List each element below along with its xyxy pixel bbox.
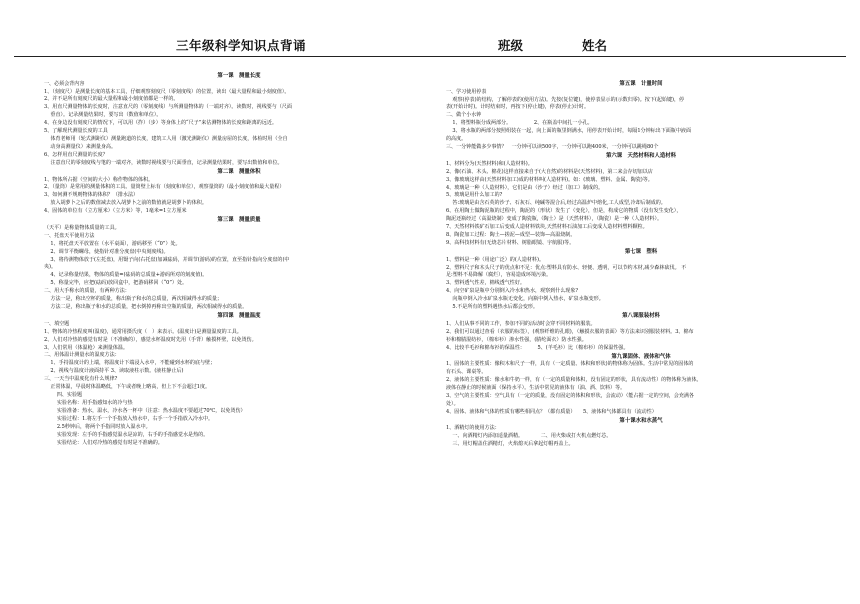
- text-line: 3、将水瓶的两部分按照组装在一起，向上面的瓶里倒满水，用停表开始计时，每隔1分钟标出下面瓶中液面: [446, 128, 691, 135]
- text-line: 6、怎样用直尺测量的长度？: [44, 152, 108, 159]
- text-line: 2、（量筒）是常用的测量体积的工具。量筒壁上标有（刻度和单位），观察量筒的（最小刻度值和最大量程）: [44, 184, 285, 191]
- text-line: 四、实验题: [44, 392, 83, 399]
- text-line: 1、塑料是一种（用途广泛）的(人造材料)。: [446, 256, 544, 263]
- text-line: 向瓶中倒入冷水矿泉水瓶无变化，向瓶中倒入热水，矿泉水瓶变形。: [446, 296, 604, 303]
- text-line: 5、了解现代测量长度的工具: [44, 128, 108, 135]
- text-line: 一、填空题: [44, 320, 70, 327]
- text-line: 2、并不是所有刻度尺的最大量程和最小刻度值都是一样的。: [44, 96, 179, 103]
- text-line: 2、人们对冷热的感觉有时是（不准确的），感觉水杯温度时先用（手背）触摸杯壁，以免烫伤。: [44, 336, 257, 343]
- text-line: 方法一是，称出空杯的质量，称出瓶子和水的总质量，两次相减得水的质量；: [44, 296, 223, 303]
- text-line: 答:玻璃是由含石英的沙子、石灰石、纯碱等混合后,经过高温炉中熔化,工人成型,冷却后制成的。: [446, 200, 666, 207]
- text-line: 央)。: [44, 264, 57, 271]
- text-line: 放入胡萝卜之后的数值减去放入胡萝卜之前的数值就是胡萝卜的体积。: [44, 200, 207, 207]
- text-line: 2、液体的主要性质：像水和牛奶一样，有（一定的质量和体积，没有固定的形状，具有流动性）的物体称为液体,: [446, 376, 699, 383]
- text-line: 4、向空矿泉是瓶中分别倒入冷水和热水，观察到什么现象?: [446, 288, 579, 295]
- text-line: 1、酒精灯的使用方法：: [446, 425, 500, 432]
- text-line: 陶泥还瓶经过（高温烧制）变成了陶瓷瓶,（陶土）是（天然材料），（陶瓷）是一种（人造材料）。: [446, 216, 663, 223]
- text-line: 3、空气的主要性质：空气具有（一定的质量，没有固定的体积和形状，会流动）（能占据一定的空间，会充满各: [446, 392, 694, 399]
- text-line: 实验结论：人们对冷热的感觉有时是不准确的。: [44, 439, 163, 446]
- section-heading: 第六课 天然材料和人造材料: [605, 153, 677, 160]
- text-line: 1、（刻度尺）是测量长度的基本工具，仔细观察刻度尺（零刻度线）的位置，读出（最大量程和最小刻度值）。: [44, 88, 290, 95]
- text-line: 3、人们常用（体温枪）来测量体温。: [44, 344, 128, 351]
- text-line: 9、高科技材料有(无烧芯片材料、树脂眼镜、宇航服)等。: [446, 240, 575, 247]
- text-line: （天平）是称量物体质量的工具。: [44, 224, 120, 231]
- text-line: 实验名称：用手指感知水的冷与热: [44, 400, 133, 407]
- left-column: [44, 72, 434, 592]
- text-line: 4、记录称量结果，物体的质量=(砝码的总质量+游码所对的刻度值)。: [44, 272, 208, 279]
- text-line: 1、将托盘天平放置在（水平桌面），游码移至（“0”）处。: [44, 240, 181, 247]
- text-line: 注意直尺的零刻度线与笔的一端对齐，读数时视线要与尺面垂直，记录测量结果时，要写出数值和单位。: [44, 159, 283, 166]
- text-line: 1、人们从事不同的工作，参加不同的活动时会穿不同材料的服装。: [446, 320, 596, 327]
- text-line: 4、玻璃是一种（人造材料），它们是由（沙子）经过（加工）制成的。: [446, 184, 604, 191]
- text-line: 体育老师用（轮式测距仪）测量跑道的长度，建筑工人用（激光测距仪）测量房屋的长度，体检时用（全自: [44, 136, 288, 143]
- text-line: 2、塑料尺子和木头尺子的优点和不足：优点:塑料具有防水、轻便、透明，可以节约木材,减少森林砍伐。 不: [446, 264, 687, 271]
- section-heading: 第七课 塑料: [624, 249, 658, 255]
- class-label: 班级: [498, 38, 524, 53]
- text-line: 4、在身边没有刻度尺的情况下，可以用（拃）（步）等身体上的“尺子”来估测物体的长度和距离的远近。: [44, 120, 277, 127]
- text-line: 2、调节平衡螺母，使指针对准分度盘(中央刻度线)。: [44, 248, 169, 255]
- section-heading: 第八课服装材料: [622, 313, 660, 320]
- text-line: 1、将塑料瓶分成两部分。 2、在瓶盖中间扎一小孔。: [446, 120, 593, 127]
- text-line: 4、固体的单位有（立方厘米）（立方米）等，1毫米=1立方厘米: [44, 208, 187, 215]
- text-line: 的高度。: [446, 136, 467, 143]
- text-line: 三、一分钟能做多少事情？ 一分钟可以读500字，一分钟可以跑400米，一分钟可以跳绳80个: [446, 144, 659, 151]
- text-line: 3、将待测物体放于(左托盘)，用镊子向(右托盘)加减砝码，并调节(游码)的位置，直至指针指向分度盘的(中: [44, 256, 290, 263]
- text-line: 7、天然材料铁矿石加工后变成人造材料铁块,天然材料石油加工后变成人造材料塑料颗粒。: [446, 224, 648, 231]
- section-heading: 第三课 测量质量: [217, 217, 261, 224]
- section-heading: 第五课 计量时间: [619, 81, 663, 87]
- section-heading: 第十课水和水蒸气: [619, 417, 663, 424]
- right-column: [446, 80, 836, 600]
- text-line: 1、固体的主要性质：像积木和尺子一样，具有（一定质量、体积和形状)的物体称为固体。生活中常见的固体的: [446, 361, 694, 368]
- text-line: 1、物体所占据（空间的大小）称作物体的体积。: [44, 176, 154, 183]
- text-line: 5、玻璃是用什么加工的?: [446, 192, 503, 199]
- text-line: 表(开始计时)。计时结束时，再按下(停止键)，停表(停止)计时。: [446, 104, 590, 111]
- document-title: 三年级科学知识点背诵: [176, 38, 307, 53]
- text-line: 8、陶瓷加工过程：陶土—搓泥—成型—装饰—高温烧制。: [446, 232, 576, 239]
- text-line: 4、比较羊毛衫和棉布衫的保温性： 5、(羊毛衫）比（棉布衫）的保温性强。: [446, 344, 629, 351]
- text-line: 正常体温，早晨时体温略低，下午或者晚上略高，但上下不会超过1度。: [44, 384, 211, 391]
- text-line: 二、用大手称水的质量，有两种方法：: [44, 288, 130, 295]
- text-line: 一、必须会背内容: [44, 80, 85, 87]
- name-label: 姓名: [582, 38, 608, 53]
- text-line: 一、托盘天平使用方法: [44, 232, 95, 239]
- text-line: 2、视线与温度计液面持平 3、读取液柱示数。(液柱静止后): [44, 368, 184, 375]
- text-line: 三、一天当中温度化有什么规律?: [44, 376, 118, 383]
- text-line: 1、手持温度计的上端，将温度计下端浸入水中，不能碰到水杯的底与壁；: [44, 360, 216, 367]
- text-line: 动身高测量仪）来测量身高。: [44, 144, 117, 151]
- text-line: 足:塑料不易降解（腐烂），容易造成环境污染。: [446, 272, 552, 279]
- text-line: 实验过程：1.将左手一个手指放入热水中，右手一个手指放入冷水中。: [44, 415, 214, 422]
- text-line: 垂直）。记录测量结果时，要写出（数值和单位）。: [44, 112, 162, 119]
- text-line: 3、塑料透气性差，棉线透气性好。: [446, 280, 525, 287]
- section-heading: 第九课固体、液体和气体: [611, 353, 671, 360]
- text-line: 实验发现：左手的手指感觉温水是凉的，右手的手指感觉水是热的。: [44, 431, 209, 438]
- text-line: 2、像(石油、木头、棉花)这样直接来自于(大自然)的材料是(天然材料)，第二来会存切加以店: [446, 168, 653, 175]
- text-line: 实验准备：热水，温水，冷水各一杯中（注意：热水温度不要超过70℃，以免烫伤）: [44, 408, 246, 414]
- header-divider: [14, 56, 846, 57]
- text-line: 5.不是所有的塑料遇热水后都会变形。: [446, 304, 538, 311]
- section-heading: 第一课 测量长度: [217, 73, 261, 79]
- section-heading: 第四课 测量温度: [217, 313, 261, 320]
- text-line: 2.5秒钟后，将两个手指同时放入温水中。: [44, 423, 151, 430]
- text-line: 3、如何测不规则物体的体积？（排水法）: [44, 192, 139, 199]
- section-heading: 第二课 测量体积: [217, 168, 261, 175]
- text-line: 三、用灯帽盖住酒精灯，火焰熄灭后拿起灯帽再盖上。: [446, 441, 574, 448]
- text-line: 1、材料分为(天然材料)和(人造材料)。: [446, 160, 533, 167]
- text-line: 方法二是，称出瓶子和水的总质量，把水倒掉再称出空瓶的质量，两次相减得水的质量。: [44, 304, 248, 311]
- text-line: 一、学习使用停表: [446, 88, 487, 95]
- text-line: 二、做个小水钟: [446, 112, 482, 119]
- text-line: 观察(停表)的结构，了解停表的(使用方法)。先按(复位键)，使停表显示的(示数归零)。按下(起始键)，停: [446, 96, 685, 103]
- text-line: 3、用直尺测量物体的长度时，注意直尺的（零刻度线）与所测量物体的（一端对齐）。读数时，视线要与（尺面: [44, 104, 292, 111]
- text-line: 处）。: [446, 400, 459, 407]
- document-header: [0, 36, 860, 54]
- text-line: 4、固体、液体和气体的性质有哪些相同点？（都有质量） 5、液体和气体都具有（流动性）: [446, 408, 657, 415]
- text-line: 1、物体的冷热程度叫(温度)，通常用摄氏度（ ）来表示。(温度计)是测量温度的工具。: [44, 328, 242, 335]
- text-line: 5、称量完毕，应把(砝码)放回盒中，把游码移回（“0”）处。: [44, 280, 188, 287]
- text-line: 2、我们可以通过查看（衣服的标签），(观察纤维的孔眼)，（触摸衣服的表面）等方法来识别服装材料。3、棉布: [446, 328, 694, 335]
- text-line: 液体在静止的时候液面（保持水平）。生活中常见的液体有（油、酒、饮料）等。: [446, 384, 626, 391]
- text-line: 6、在用陶土做陶泥瓶的过程中，陶泥的（形状）发生了（变化），但是，构成它的物质（没有发生变化），: [446, 208, 682, 215]
- text-line: 衫和棉腈混纺衫，（棉布衫）渗水性强，(腈纶面衣）防水性强。: [446, 336, 587, 343]
- text-line: 有石头、课桌等。: [446, 369, 487, 376]
- text-line: 3、像玻璃这样由(天然材料加工)成的材料叫(人造材料)。如：(玻璃、塑料、金属、陶瓷)等。: [446, 176, 653, 183]
- text-line: 一、向酒精灯内添加适量酒精。 二、用火柴或打火机点燃灯芯。: [446, 433, 612, 440]
- text-line: 二、用体温计测量水的温度方法：: [44, 352, 120, 359]
